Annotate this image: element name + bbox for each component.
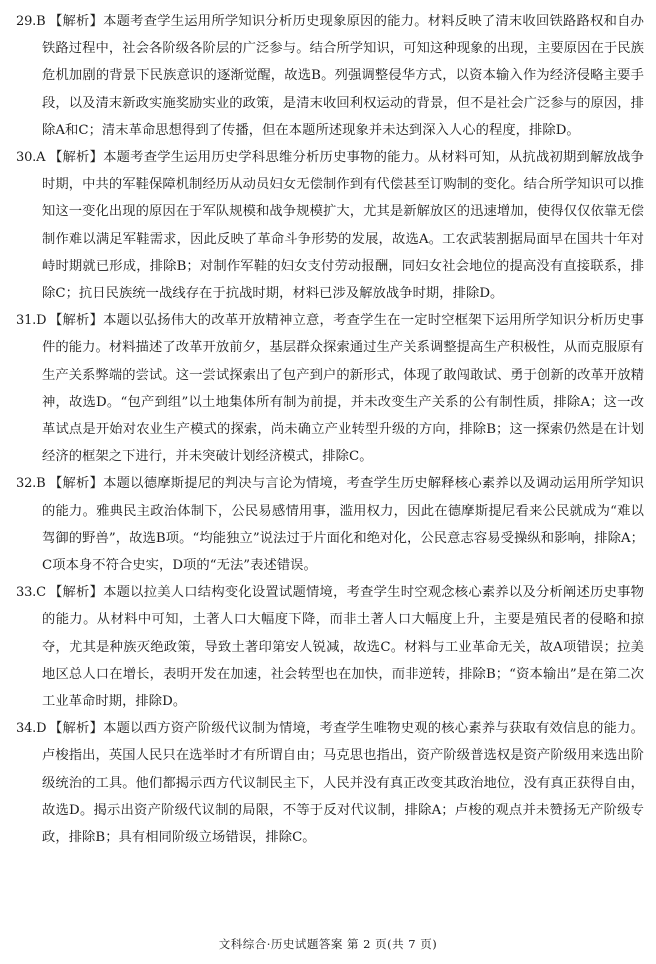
number-label: 32.	[16, 476, 37, 492]
question-number	[16, 579, 46, 606]
number-label: 29.	[16, 14, 37, 29]
answer-page	[16, 8, 644, 851]
explanation	[42, 715, 644, 851]
analysis-tag: 【解析】	[49, 313, 104, 329]
explanation-text: 本题考查学生运用所学知识分析历史现象原因的能力。材料反映了清末收回铁路路权和自办铁路过程中，社会各阶级各阶层的广泛参与。结合所学知识，可知这种现象的出现，主要原因在于民族危机加剧的背景下民族意识的逐渐觉醒，故选B。列强调整侵华方式，以资本输入作为经济侵略主要手段，以及清末新政实施奖励实业的政策，是清末收回利权运动的背景，但不是社会广泛参与的原因，排除A和C；清末革命思想得到了传播，但在本题所述现象并未达到深入人心的程度，排除D。	[42, 14, 644, 138]
number-label: 31.	[16, 313, 37, 329]
analysis-tag: 【解析】	[49, 150, 104, 166]
explanation-text: 本题以弘扬伟大的改革开放精神立意，考查学生在一定时空框架下运用所学知识分析历史事件的能力。材料描述了改革开放前夕，基层群众探索通过生产关系调整提高生产积极性，从而克服原有生产关系弊端的尝试。这一尝试探索出了包产到户的新形式，体现了敢闯敢试、勇于创新的改革开放精神，故选D。“包产到组”以土地集体所有制为前提，并未改变生产关系的公有制性质，排除A；这一改革试点是开始对农业生产模式的探索，尚未确立产业转型升级的方向，排除B；这一探索仍然是在计划经济的框架之下进行，并未突破计划经济模式，排除C。	[42, 313, 644, 465]
answer-item-34	[16, 715, 644, 851]
question-number	[16, 715, 47, 742]
answer-item-29	[16, 8, 644, 144]
answer-letter: D	[36, 721, 47, 737]
answer-item-32	[16, 470, 644, 579]
page-footer: 文科综合·历史试题答案 第 2 页(共 7 页)	[218, 937, 438, 951]
explanation-text: 本题以西方资产阶级代议制为情境，考查学生唯物史观的核心素养与获取有效信息的能力。卢梭指出，英国人民只在选举时才有所谓自由；马克思也指出，资产阶级普选权是资产阶级用来选出阶级统治的工具。他们都揭示西方代议制民主下，人民并没有真正改变其政治地位，没有真正获得自由，故选D。揭示出资产阶级代议制的局限，不等于反对代议制，排除A；卢梭的观点并未赞扬无产阶级专政，排除B；具有相同阶级立场错误，排除C。	[42, 721, 644, 846]
analysis-tag: 【解析】	[49, 476, 104, 492]
explanation	[42, 307, 644, 470]
explanation-text: 本题考查学生运用历史学科思维分析历史事物的能力。从材料可知，从抗战初期到解放战争时期，中共的军鞋保障机制经历从动员妇女无偿制作到有代偿甚至订购制的变化。结合所学知识可以推知这一变化出现的原因在于军队规模和战争规模扩大，尤其是新解放区的迅速增加，使得仅仅依靠无偿制作难以满足军鞋需求，因此反映了革命斗争形势的发展，故选A。工农武装割据局面早在国共十年对峙时期就已形成，排除B；对制作军鞋的妇女支付劳动报酬，同妇女社会地位的提高没有直接联系，排除C；抗日民族统一战线存在于抗战时期，材料已涉及解放战争时期，排除D。	[42, 150, 644, 302]
number-label: 30.	[16, 150, 37, 166]
question-number	[16, 307, 47, 334]
explanation	[42, 8, 644, 144]
number-label: 34.	[16, 721, 37, 737]
explanation	[42, 470, 644, 579]
answer-letter: B	[36, 14, 46, 29]
question-number	[16, 8, 46, 35]
answer-letter: B	[36, 476, 46, 492]
analysis-tag: 【解析】	[49, 721, 104, 737]
explanation	[42, 144, 644, 307]
number-label: 33.	[16, 585, 37, 601]
answer-item-30	[16, 144, 644, 307]
answer-letter: A	[36, 150, 46, 166]
analysis-tag: 【解析】	[49, 585, 104, 601]
answer-item-33	[16, 579, 644, 715]
question-number	[16, 144, 46, 171]
explanation	[42, 579, 644, 715]
explanation-text: 本题以拉美人口结构变化设置试题情境，考查学生时空观念核心素养以及分析阐述历史事物的能力。从材料中可知，土著人口大幅度下降，而非土著人口大幅度上升，主要是殖民者的侵略和掠夺，尤其是种族灭绝政策，导致土著印第安人锐减，故选C。材料与工业革命无关，故A项错误；拉美地区总人口在增长，表明开发在加速，社会转型也在加快，而非逆转，排除B；“资本输出”是在第二次工业革命时期，排除D。	[42, 585, 644, 710]
answer-item-31	[16, 307, 644, 470]
question-number	[16, 470, 46, 497]
answer-letter: C	[36, 585, 46, 601]
explanation-text: 本题以德摩斯提尼的判决与言论为情境，考查学生历史解释核心素养以及调动运用所学知识的能力。雅典民主政治体制下，公民易感情用事，滥用权力，因此在德摩斯提尼看来公民就成为“难以驾御的野兽”，故选B项。“均能独立”说法过于片面化和绝对化，公民意志容易受操纵和影响，排除A；C项本身不符合史实，D项的“无法”表述错误。	[42, 476, 644, 574]
analysis-tag: 【解析】	[49, 14, 104, 29]
answer-letter: D	[36, 313, 47, 329]
